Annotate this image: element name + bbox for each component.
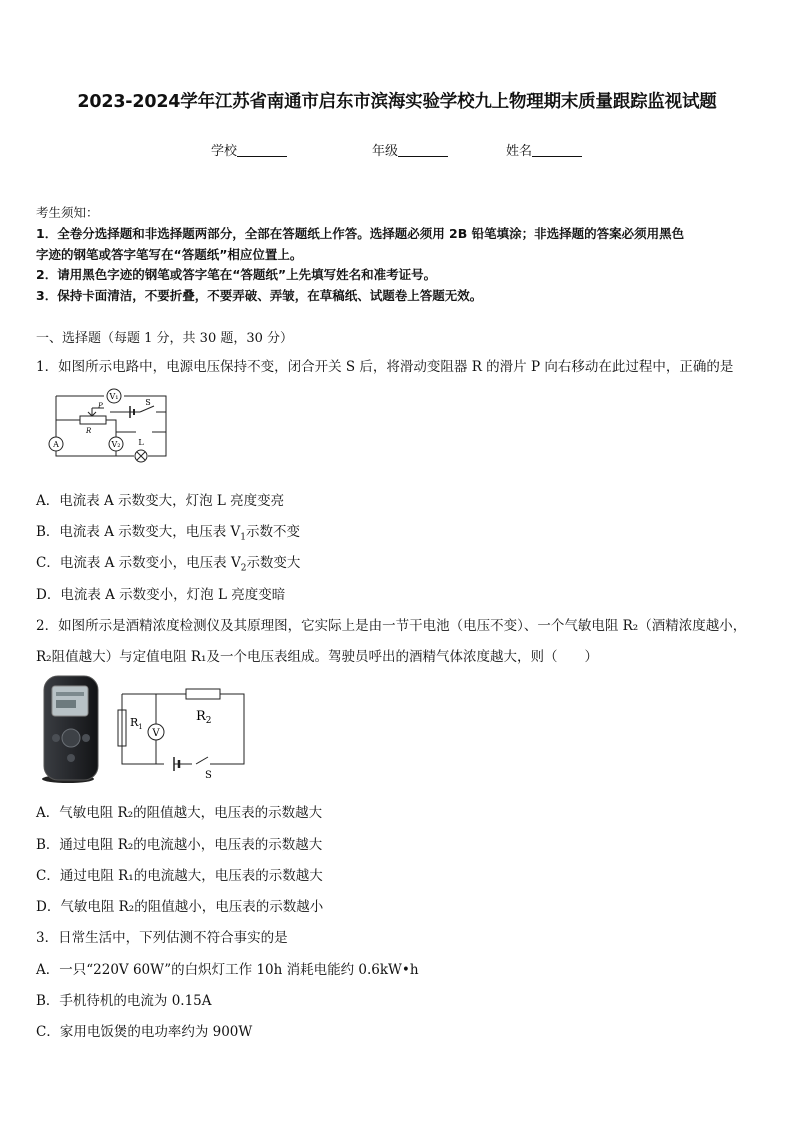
- r2-subscript: 2: [205, 716, 212, 726]
- r1-letter: R: [130, 716, 139, 729]
- school-label: 学校: [211, 144, 238, 159]
- question-2-stem-line-2: R₂阻值越大）与定值电阻 R₁及一个电压表组成。驾驶员呼出的酒精气体浓度越大，则（ ）: [36, 649, 598, 665]
- question-2-option-b: B．通过电阻 R₂的电流越小，电压表的示数越大: [36, 837, 323, 853]
- question-3-option-a: A．一只“220V 60W”的白炽灯工作 10h 消耗电能约 0.6kW•h: [36, 962, 419, 978]
- name-blank: [532, 142, 582, 157]
- option-c-subscript: 2: [240, 563, 247, 574]
- school-field: [211, 140, 287, 159]
- switch-label: S: [205, 770, 212, 780]
- switch-label: S: [145, 398, 151, 407]
- grade-field: [372, 140, 448, 159]
- ammeter-label: A: [53, 440, 59, 449]
- notice-item-2: 2．请用黑色字迹的钢笔或答字笔在“答题纸”上先填写姓名和准考证号。: [36, 267, 437, 282]
- question-3-option-b: B．手机待机的电流为 0.15A: [36, 993, 212, 1009]
- notice-item-1-line-2: 字迹的钢笔或答字笔写在“答题纸”相应位置上。: [36, 247, 303, 262]
- r2-label: [196, 709, 212, 726]
- question-1-option-d: D．电流表 A 示数变小，灯泡 L 亮度变暗: [36, 587, 286, 603]
- v2-label: V₂: [111, 440, 121, 449]
- school-blank: [237, 142, 287, 157]
- slider-label: P: [98, 402, 103, 410]
- grade-label: 年级: [372, 144, 399, 159]
- question-2-circuit-diagram: [112, 684, 252, 780]
- r1-label: [130, 716, 143, 731]
- question-2-stem-line-1: 2．如图所示是酒精浓度检测仪及其原理图，它实际上是由一节干电池（电压不变）、一个气敏电阻 R₂（酒精浓度越小，: [36, 618, 747, 634]
- notice-heading: 考生须知：: [36, 205, 99, 220]
- question-1-stem: 1．如图所示电路中，电源电压保持不变，闭合开关 S 后，将滑动变阻器 R 的滑片 P 向右移动在此过程中，正确的是: [36, 359, 734, 375]
- name-field: [506, 140, 582, 159]
- notice-item-3: 3．保持卡面清洁，不要折叠，不要弄破、弄皱，在草稿纸、试题卷上答题无效。: [36, 288, 483, 303]
- rheostat-label: R: [86, 427, 92, 435]
- option-b-subscript: 1: [240, 532, 247, 543]
- grade-blank: [398, 142, 448, 157]
- v1-label: V₁: [109, 392, 119, 401]
- option-b-text: B．电流表 A 示数变大，电压表 V: [36, 524, 241, 540]
- r2-letter: R: [196, 709, 206, 724]
- question-2-option-a: A．气敏电阻 R₂的阻值越大，电压表的示数越大: [36, 805, 323, 821]
- section-heading: 一、选择题（每题 1 分，共 30 题，30 分）: [36, 331, 294, 346]
- option-b-text-end: 示数不变: [246, 524, 301, 540]
- notice-item-1-line-1: 1．全卷分选择题和非选择题两部分，全部在答题纸上作答。选择题必须用 2B 铅笔填涂；非选择题的答案必须用黑色: [36, 226, 685, 241]
- question-1-option-b: [36, 520, 300, 543]
- question-1-option-c: [36, 551, 300, 574]
- option-c-text-end: 示数变大: [246, 555, 301, 571]
- question-2-option-d: D．气敏电阻 R₂的阻值越小，电压表的示数越小: [36, 899, 324, 915]
- lamp-label: L: [138, 438, 144, 447]
- question-1-option-a: A．电流表 A 示数变大，灯泡 L 亮度变亮: [36, 493, 285, 509]
- voltmeter-label: V: [152, 728, 160, 739]
- question-1-circuit-diagram: [44, 388, 174, 468]
- question-3-option-c: C．家用电饭煲的电功率约为 900W: [36, 1024, 253, 1040]
- page-title: 2023-2024学年江苏省南通市启东市滨海实验学校九上物理期末质量跟踪监视试题: [77, 92, 717, 112]
- r1-subscript: 1: [138, 723, 143, 731]
- option-c-text: C．电流表 A 示数变小，电压表 V: [36, 555, 241, 571]
- breathalyzer-device-image: [38, 672, 106, 784]
- question-2-option-c: C．通过电阻 R₁的电流越大，电压表的示数越大: [36, 868, 323, 884]
- name-label: 姓名: [506, 144, 533, 159]
- question-3-stem: 3．日常生活中，下列估测不符合事实的是: [36, 930, 288, 946]
